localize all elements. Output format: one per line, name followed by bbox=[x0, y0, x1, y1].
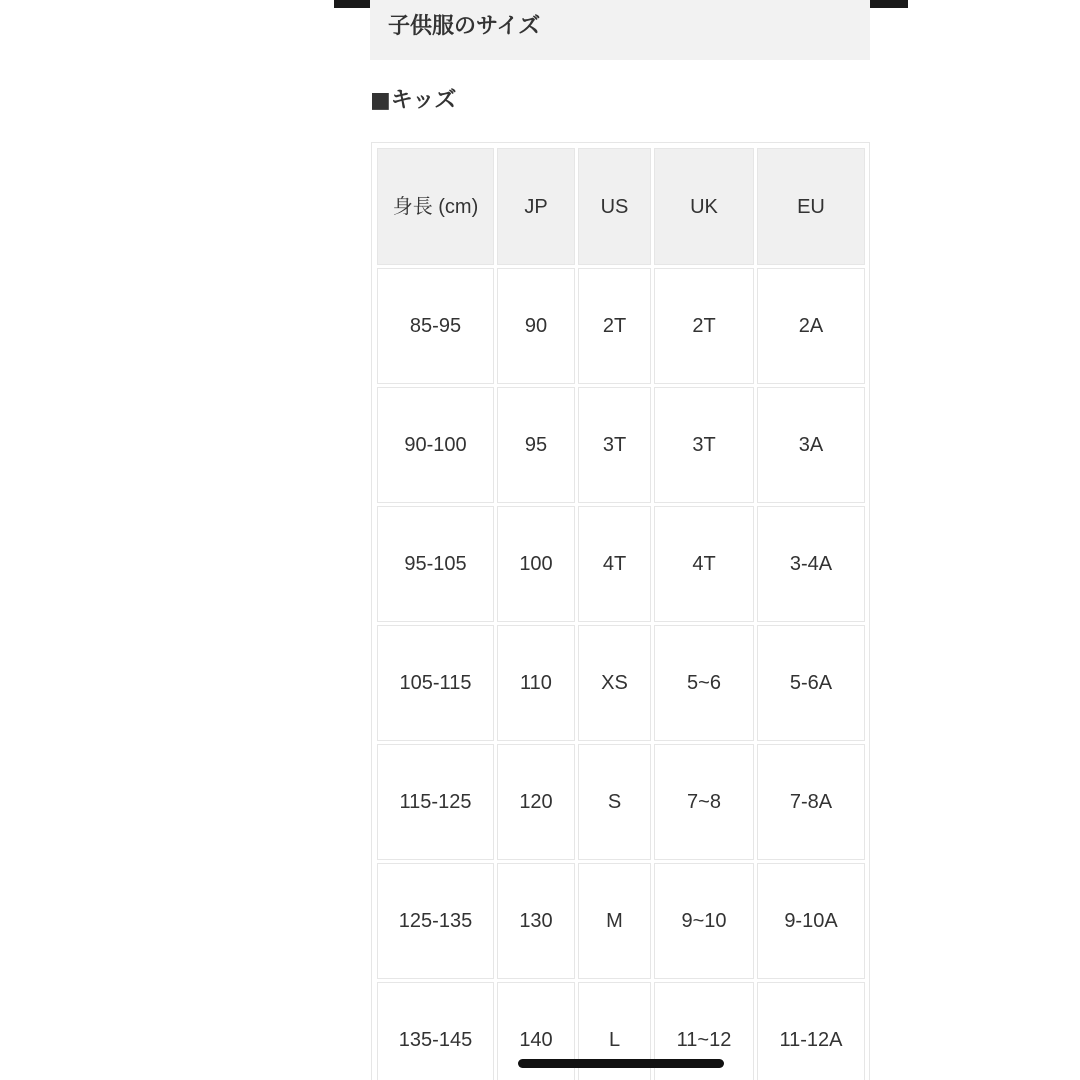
subsection-title: ■キッズ bbox=[370, 88, 457, 113]
cell-uk: 4T bbox=[654, 506, 754, 622]
cell-jp: 110 bbox=[497, 625, 575, 741]
home-indicator[interactable] bbox=[518, 1059, 724, 1068]
cell-us: S bbox=[578, 744, 651, 860]
cell-eu: 3A bbox=[757, 387, 865, 503]
table-row bbox=[377, 744, 865, 860]
cell-us: XS bbox=[578, 625, 651, 741]
cell-uk: 3T bbox=[654, 387, 754, 503]
cell-jp: 95 bbox=[497, 387, 575, 503]
cell-jp: 130 bbox=[497, 863, 575, 979]
cell-uk: 9~10 bbox=[654, 863, 754, 979]
cell-eu: 5-6A bbox=[757, 625, 865, 741]
cell-jp: 120 bbox=[497, 744, 575, 860]
size-table bbox=[374, 145, 868, 1080]
cell-height: 125-135 bbox=[377, 863, 494, 979]
cell-us: 2T bbox=[578, 268, 651, 384]
cell-us: M bbox=[578, 863, 651, 979]
cell-uk: 7~8 bbox=[654, 744, 754, 860]
section-title: 子供服のサイズ bbox=[388, 14, 541, 39]
cell-uk: 2T bbox=[654, 268, 754, 384]
size-table-container bbox=[371, 142, 870, 1080]
table-row bbox=[377, 625, 865, 741]
header-height-cm: 身長 (cm) bbox=[377, 148, 494, 265]
cell-eu: 9-10A bbox=[757, 863, 865, 979]
cell-jp: 140 bbox=[497, 982, 575, 1080]
cell-eu: 2A bbox=[757, 268, 865, 384]
cell-jp: 100 bbox=[497, 506, 575, 622]
cell-jp: 90 bbox=[497, 268, 575, 384]
cell-height: 115-125 bbox=[377, 744, 494, 860]
header-jp: JP bbox=[497, 148, 575, 265]
table-header-row bbox=[377, 148, 865, 265]
cell-us: 3T bbox=[578, 387, 651, 503]
table-row bbox=[377, 863, 865, 979]
cell-height: 85-95 bbox=[377, 268, 494, 384]
cell-us: L bbox=[578, 982, 651, 1080]
cell-uk: 5~6 bbox=[654, 625, 754, 741]
header-eu: EU bbox=[757, 148, 865, 265]
header-us: US bbox=[578, 148, 651, 265]
table-row bbox=[377, 387, 865, 503]
cell-eu: 11-12A bbox=[757, 982, 865, 1080]
cell-uk: 11~12 bbox=[654, 982, 754, 1080]
cell-height: 90-100 bbox=[377, 387, 494, 503]
table-row bbox=[377, 268, 865, 384]
cell-us: 4T bbox=[578, 506, 651, 622]
cell-eu: 3-4A bbox=[757, 506, 865, 622]
cell-eu: 7-8A bbox=[757, 744, 865, 860]
header-uk: UK bbox=[654, 148, 754, 265]
cell-height: 95-105 bbox=[377, 506, 494, 622]
table-row bbox=[377, 506, 865, 622]
cell-height: 135-145 bbox=[377, 982, 494, 1080]
cell-height: 105-115 bbox=[377, 625, 494, 741]
